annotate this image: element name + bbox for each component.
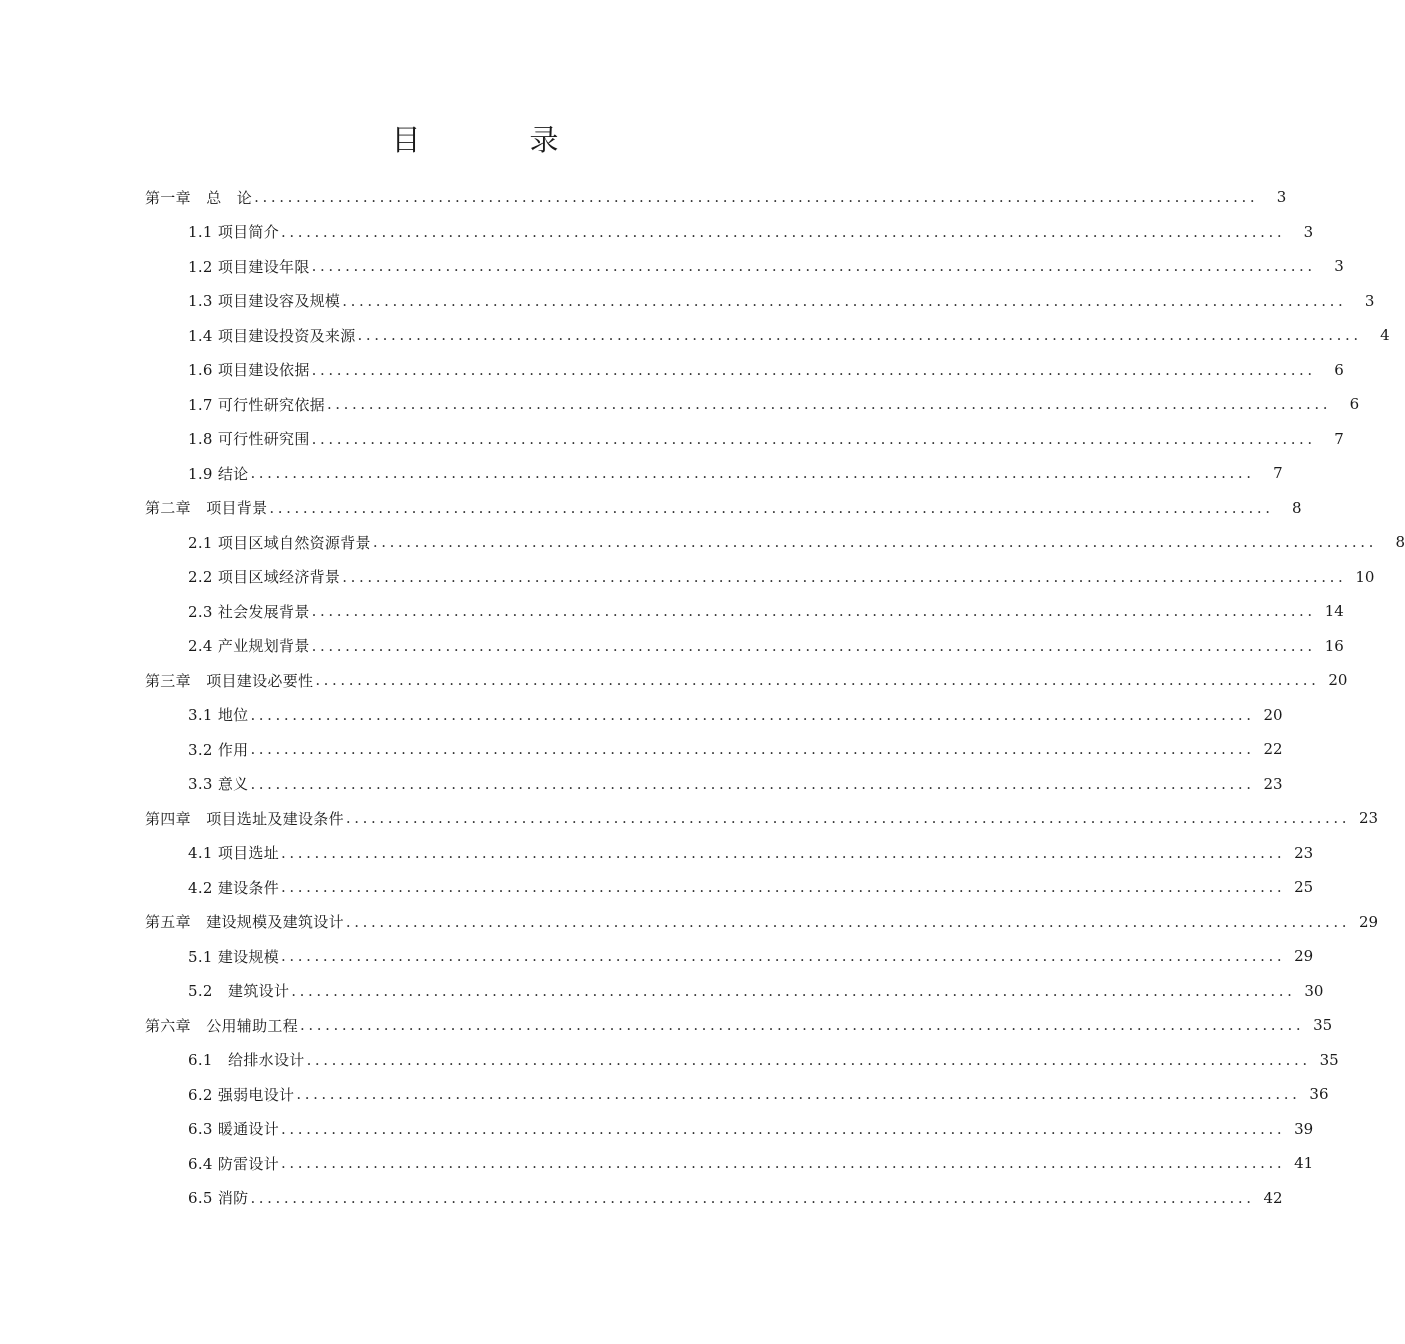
toc-chapter-entry[interactable] xyxy=(145,1008,1333,1042)
toc-chapter-entry[interactable] xyxy=(145,905,1379,939)
toc-section-entry[interactable] xyxy=(188,318,1390,352)
toc-section-entry[interactable] xyxy=(188,284,1375,318)
toc-entry-page-number: 36 xyxy=(1309,1085,1329,1103)
toc-entry-page-number: 22 xyxy=(1263,740,1283,758)
dot-leader: ........................................................................................................................ xyxy=(300,1016,1305,1034)
dot-leader: ........................................................................................................................ xyxy=(311,360,1316,379)
toc-entry-page-number: 23 xyxy=(1358,809,1379,827)
toc-entry-page-number: 8 xyxy=(1395,533,1405,551)
toc-section-entry[interactable] xyxy=(188,249,1344,283)
toc-entry-page-number: 10 xyxy=(1355,567,1375,586)
toc-entry-label: 1.6 项目建设依据 xyxy=(188,361,310,379)
toc-section-entry[interactable] xyxy=(188,1181,1283,1215)
dot-leader: ........................................................................................................................ xyxy=(281,222,1286,241)
toc-entry-label: 6.2 强弱电设计 xyxy=(188,1085,295,1104)
toc-entry-label: 2.3 社会发展背景 xyxy=(188,602,310,621)
toc-section-entry[interactable] xyxy=(188,594,1344,628)
toc-section-entry[interactable] xyxy=(188,974,1324,1008)
toc-entry-label: 1.1 项目简介 xyxy=(188,223,280,241)
toc-entry-label: 1.9 结论 xyxy=(188,464,249,483)
toc-entry-page-number: 16 xyxy=(1324,636,1344,655)
toc-entry-page-number: 4 xyxy=(1380,326,1390,344)
toc-entry-label: 1.3 项目建设容及规模 xyxy=(188,292,341,310)
toc-entry-label: 6.4 防雷设计 xyxy=(188,1154,280,1173)
toc-entry-label: 5.1 建设规模 xyxy=(188,947,280,966)
toc-entry-page-number: 29 xyxy=(1294,947,1314,965)
dot-leader: ........................................................................................................................ xyxy=(342,291,1347,310)
toc-entry-label: 1.4 项目建设投资及来源 xyxy=(188,326,356,345)
dot-leader: ........................................................................................................................ xyxy=(250,1188,1255,1207)
toc-entry-page-number: 6 xyxy=(1349,395,1360,413)
toc-entry-page-number: 35 xyxy=(1313,1016,1333,1034)
toc-entry-page-number: 20 xyxy=(1328,671,1348,689)
dot-leader: ........................................................................................................................ xyxy=(311,636,1316,655)
toc-section-entry[interactable] xyxy=(188,698,1283,732)
page-title: 目 录 xyxy=(391,123,599,157)
toc-entry-label: 第三章 项目建设必要性 xyxy=(145,671,314,690)
toc-section-entry[interactable] xyxy=(188,836,1314,870)
toc-entry-label: 2.4 产业规划背景 xyxy=(188,637,310,655)
toc-entry-page-number: 29 xyxy=(1358,912,1379,931)
toc-entry-label: 2.1 项目区域自然资源背景 xyxy=(188,533,371,552)
dot-leader: ........................................................................................................................ xyxy=(372,533,1377,551)
dot-leader: ........................................................................................................................ xyxy=(311,429,1316,448)
dot-leader: ........................................................................................................................ xyxy=(345,809,1351,827)
dot-leader: ........................................................................................................................ xyxy=(311,257,1316,275)
toc-entry-page-number: 20 xyxy=(1263,705,1283,724)
toc-section-entry[interactable] xyxy=(188,1077,1329,1111)
toc-entry-page-number: 3 xyxy=(1303,222,1314,241)
dot-leader: ........................................................................................................................ xyxy=(342,567,1347,586)
toc-entry-page-number: 41 xyxy=(1294,1154,1314,1172)
toc-entry-label: 第六章 公用辅助工程 xyxy=(145,1016,299,1035)
dot-leader: ........................................................................................................................ xyxy=(281,843,1286,862)
toc-chapter-entry[interactable] xyxy=(145,663,1348,697)
dot-leader: ........................................................................................................................ xyxy=(254,188,1259,206)
toc-entry-label: 1.8 可行性研究围 xyxy=(188,430,310,448)
dot-leader: ........................................................................................................................ xyxy=(281,878,1286,896)
toc-entry-page-number: 8 xyxy=(1292,498,1302,517)
dot-leader: ........................................................................................................................ xyxy=(281,1154,1286,1172)
dot-leader: ........................................................................................................................ xyxy=(357,326,1362,344)
toc-entry-page-number: 7 xyxy=(1273,464,1283,482)
dot-leader: ........................................................................................................................ xyxy=(345,912,1351,931)
toc-chapter-entry[interactable] xyxy=(145,801,1379,835)
toc-section-entry[interactable] xyxy=(188,732,1283,766)
toc-entry-label: 第二章 项目背景 xyxy=(145,499,268,517)
toc-entry-page-number: 7 xyxy=(1334,429,1344,448)
dot-leader: ........................................................................................................................ xyxy=(311,602,1316,620)
toc-entry-page-number: 23 xyxy=(1263,774,1283,793)
dot-leader: ........................................................................................................................ xyxy=(315,671,1320,689)
toc-section-entry[interactable] xyxy=(188,1043,1339,1077)
dot-leader: ........................................................................................................................ xyxy=(250,464,1255,482)
toc-section-entry[interactable] xyxy=(188,525,1405,559)
dot-leader: ........................................................................................................................ xyxy=(250,774,1255,793)
toc-entry-page-number: 14 xyxy=(1324,602,1344,620)
dot-leader: ........................................................................................................................ xyxy=(269,498,1274,517)
toc-section-entry[interactable] xyxy=(188,456,1283,490)
toc-entry-label: 3.2 作用 xyxy=(188,740,249,759)
toc-section-entry[interactable] xyxy=(188,1112,1314,1146)
toc-section-entry[interactable] xyxy=(188,870,1314,904)
dot-leader: ........................................................................................................................ xyxy=(250,740,1255,758)
toc-entry-label: 6.5 消防 xyxy=(188,1189,249,1207)
toc-entry-label: 4.1 项目选址 xyxy=(188,844,280,862)
toc-entry-page-number: 39 xyxy=(1294,1119,1314,1138)
dot-leader: ........................................................................................................................ xyxy=(250,705,1255,724)
toc-entry-page-number: 3 xyxy=(1276,188,1287,206)
toc-section-entry[interactable] xyxy=(188,422,1344,456)
dot-leader: ........................................................................................................................ xyxy=(281,947,1286,965)
toc-entry-label: 4.2 建设条件 xyxy=(188,878,280,897)
toc-entry-page-number: 3 xyxy=(1334,257,1344,275)
toc-section-entry[interactable] xyxy=(188,1146,1314,1180)
toc-chapter-entry[interactable] xyxy=(145,491,1302,525)
toc-entry-label: 第一章 总 论 xyxy=(145,188,253,207)
toc-entry-label: 3.1 地位 xyxy=(188,706,249,724)
toc-section-entry[interactable] xyxy=(188,939,1314,973)
toc-section-entry[interactable] xyxy=(188,353,1344,387)
dot-leader: ........................................................................................................................ xyxy=(291,981,1296,1000)
toc-section-entry[interactable] xyxy=(188,629,1344,663)
toc-entry-label: 第五章 建设规模及建筑设计 xyxy=(145,913,344,931)
toc-entry-label: 1.7 可行性研究依据 xyxy=(188,395,325,414)
toc-chapter-entry[interactable] xyxy=(145,180,1287,214)
toc-entry-page-number: 35 xyxy=(1319,1050,1339,1069)
toc-entry-page-number: 3 xyxy=(1364,291,1375,310)
toc-entry-page-number: 30 xyxy=(1304,981,1324,1000)
toc-section-entry[interactable] xyxy=(188,767,1283,801)
toc-entry-label: 2.2 项目区域经济背景 xyxy=(188,568,341,586)
toc-section-entry[interactable] xyxy=(188,387,1360,421)
toc-entry-label: 3.3 意义 xyxy=(188,775,249,793)
toc-entry-label: 5.2 建筑设计 xyxy=(188,982,290,1000)
toc-entry-label: 1.2 项目建设年限 xyxy=(188,257,310,276)
dot-leader: ........................................................................................................................ xyxy=(306,1050,1311,1069)
toc-entry-page-number: 25 xyxy=(1294,878,1314,896)
toc-entry-label: 6.3 暖通设计 xyxy=(188,1120,280,1138)
toc-section-entry[interactable] xyxy=(188,215,1314,249)
toc-entry-page-number: 6 xyxy=(1334,360,1344,379)
dot-leader: ........................................................................................................................ xyxy=(281,1119,1286,1138)
toc-entry-page-number: 23 xyxy=(1294,843,1314,862)
toc-entry-page-number: 42 xyxy=(1263,1188,1283,1207)
dot-leader: ........................................................................................................................ xyxy=(296,1085,1301,1103)
toc-entry-label: 第四章 项目选址及建设条件 xyxy=(145,809,344,828)
toc-section-entry[interactable] xyxy=(188,560,1375,594)
dot-leader: ........................................................................................................................ xyxy=(326,395,1332,413)
toc-entry-label: 6.1 给排水设计 xyxy=(188,1051,305,1069)
